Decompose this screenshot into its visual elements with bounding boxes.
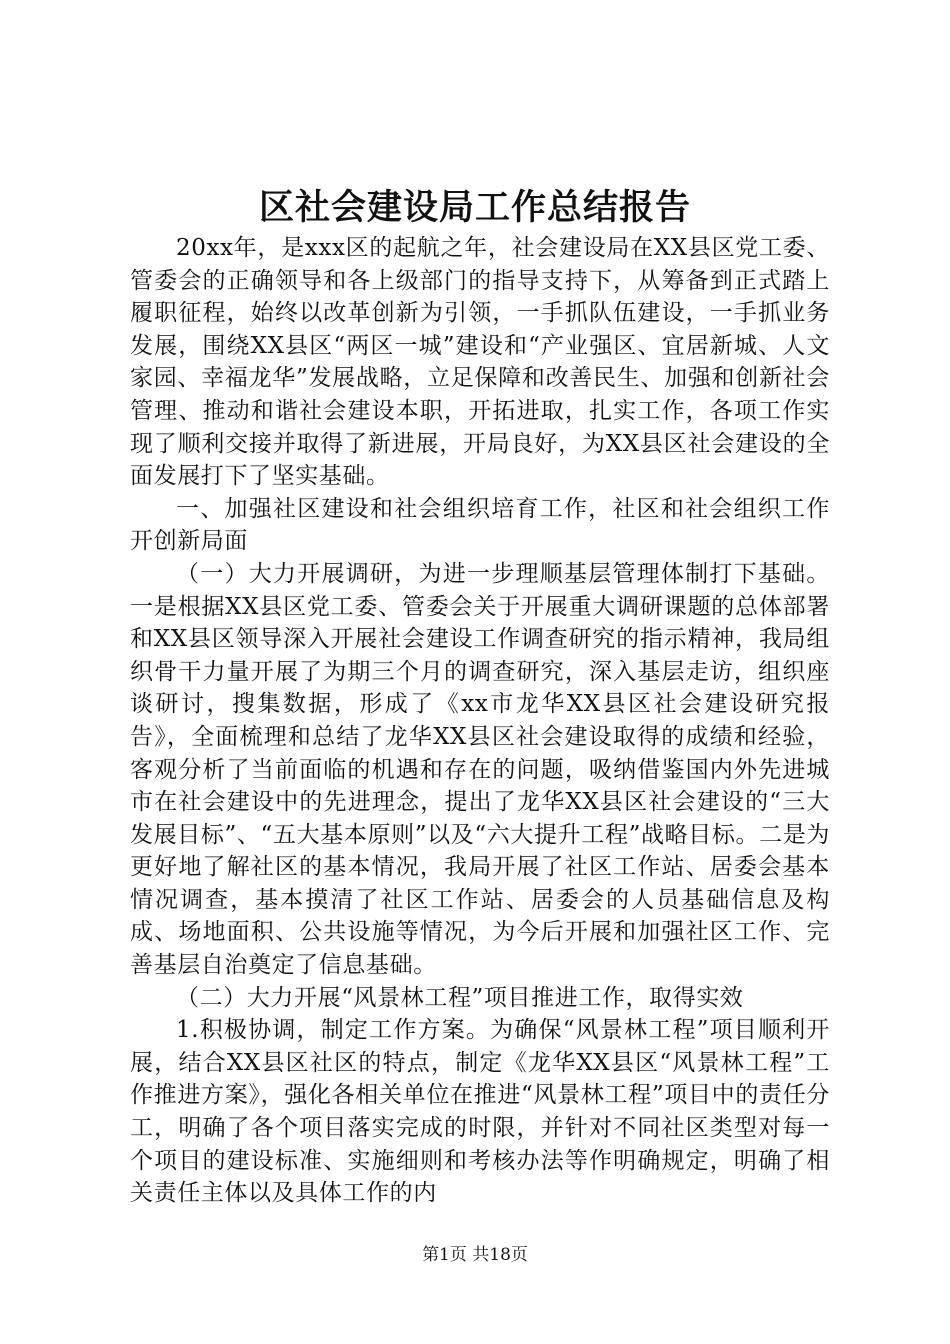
document-body [130,232,830,1210]
paragraph-intro: 20xx年，是xxx区的起航之年，社会建设局在XX县区党工委、管委会的正确领导和各上级部门的指导支持下，从筹备到正式踏上履职征程，始终以改革创新为引领，一手抓队伍建设，一手抓业务发展，围绕XX县区“两区一城”建设和“产业强区、宜居新城、人文家园、幸福龙华”发展战略，立足保障和改善民生、加强和创新社会管理、推动和谐社会建设本职，开拓进取，扎实工作，各项工作实现了顺利交接并取得了新进展，开局良好，为XX县区社会建设的全面发展打下了坚实基础。 [130,235,830,490]
subsection-heading-2: （二）大力开展“风景林工程”项目推进工作，取得实效 [176,984,744,1011]
paragraph-item-1: 1.积极协调，制定工作方案。为确保“风景林工程”项目顺利开展，结合XX县区社区的特点，制定《龙华XX县区“风景林工程”工作推进方案》，强化各相关单位在推进“风景林工程”项目中的责任分工，明确了各个项目落实完成的时限，并针对不同社区类型对每一个项目的建设标准、实施细则和考核办法等作明确规定，明确了相关责任主体以及具体工作的内 [130,1017,830,1207]
document-title: 区社会建设局工作总结报告 [258,187,691,228]
section-heading-1: 一、加强社区建设和社会组织培育工作，社区和社会组织工作开创新局面 [130,495,830,555]
paragraph-subsection-1: （一）大力开展调研，为进一步理顺基层管理体制打下基础。一是根据XX县区党工委、管委会关于开展重大调研课题的总体部署和XX县区领导深入开展社会建设工作调查研究的指示精神，我局组织骨干力量开展了为期三个月的调查研究，深入基层走访，组织座谈研讨，搜集数据，形成了《xx市龙华XX县区社会建设研究报告》，全面梳理和总结了龙华XX县区社会建设取得的成绩和经验，客观分析了当前面临的机遇和存在的问题，吸纳借鉴国内外先进城市在社会建设中的先进理念，提出了龙华XX县区社会建设的“三大发展目标”、“五大基本原则”以及“六大提升工程”战略目标。二是为更好地了解社区的基本情况，我局开展了社区工作站、居委会基本情况调查，基本摸清了社区工作站、居委会的人员基础信息及构成、场地面积、公共设施等情况，为今后开展和加强社区工作、完善基层自治奠定了信息基础。 [130,560,830,979]
page-footer: 第1页 共18页 [422,1245,528,1265]
